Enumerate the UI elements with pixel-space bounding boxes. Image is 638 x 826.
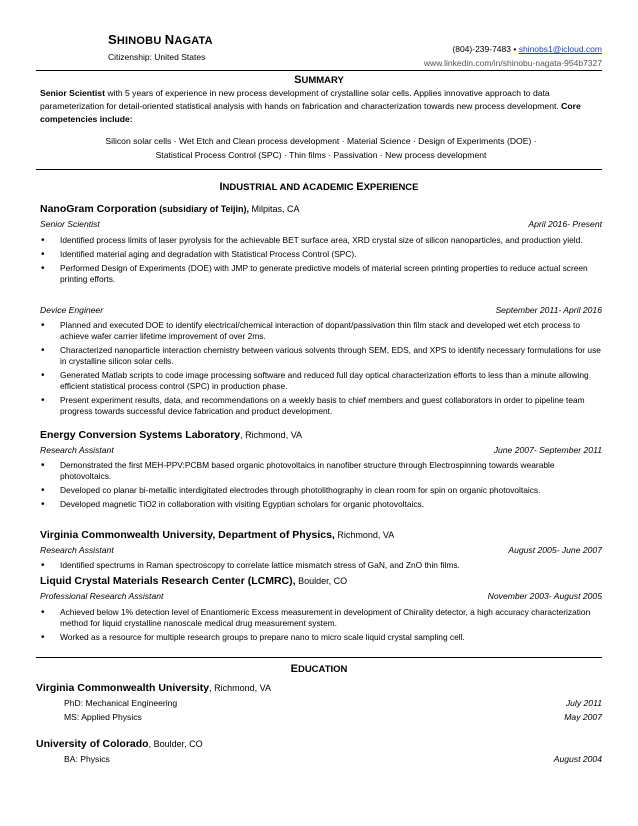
employer: Liquid Crystal Materials Research Center (LCMRC), Boulder, CO xyxy=(40,575,348,587)
divider xyxy=(36,657,602,658)
role-line: Research Assistant June 2007- September 2011 xyxy=(40,445,602,455)
phone: (804)-239-7483 • xyxy=(452,44,517,54)
degree-row: PhD: Mechanical Engineering July 2011 xyxy=(64,698,602,708)
bullet-item: • Identified process limits of laser pyrolysis for the achievable BET surface area, XRD crystal size of silicon nanoparticles, and production yield. xyxy=(40,235,602,246)
employer: NanoGram Corporation (subsidiary of Teijin), Milpitas, CA xyxy=(40,203,300,215)
bullet-list xyxy=(40,560,602,574)
bullet-item: • Identified spectrums in Raman spectroscopy to correlate lattice mismatch stress of GaN, and ZnO thin films. xyxy=(40,560,602,571)
bullet-item: • Generated Matlab scripts to code image processing software and reduced full day optical characterization efforts to less than a minute allowing efficient statistical process control (SPC) in production phase. xyxy=(40,370,602,392)
experience-heading: INDUSTRIAL AND ACADEMIC EXPERIENCE xyxy=(219,181,419,193)
role-line: Senior Scientist April 2016- Present xyxy=(40,219,602,229)
bullet-item: • Developed co planar bi-metallic interdigitated electrodes through photolithography in clean room for spin on organic photovoltaics. xyxy=(40,485,602,496)
bullet-list xyxy=(40,460,602,513)
role-line: Research Assistant August 2005- June 2007 xyxy=(40,545,602,555)
citizenship: Citizenship: United States xyxy=(108,52,206,62)
bullet-item: • Developed magnetic TiO2 in collaboration with visiting Egyptian scholars for organic photovoltaics. xyxy=(40,499,602,510)
bullet-item: • Planned and executed DOE to identify electrical/chemical interaction of dopant/passivation thin film stack and developed wet etch process to achieve wafer carrier lifetime improvement of over 2ms. xyxy=(40,320,602,342)
school: University of Colorado, Boulder, CO xyxy=(36,738,203,750)
bullet-item: • Identified material aging and degradation with Statistical Process Control (SPC). xyxy=(40,249,602,260)
employer: Energy Conversion Systems Laboratory, Richmond, VA xyxy=(40,429,303,441)
school: Virginia Commonwealth University, Richmond, VA xyxy=(36,682,271,694)
bullet-list xyxy=(40,235,602,288)
education-heading: EDUCATION xyxy=(290,663,348,675)
bullet-item: • Performed Design of Experiments (DOE) with JMP to generate predictive models of material screen printing properties to reduce actual screen printing efforts. xyxy=(40,263,602,285)
summary-text: Senior Scientist with 5 years of experience in new process development of crystalline solar cells. Applies innovative approach to data parameterization for detail-oriented statistical analysis with hands on fabrication and characterization towards new process development. Core competencies include: xyxy=(40,88,581,124)
contact-line xyxy=(452,44,602,54)
divider xyxy=(36,70,602,71)
bullet-list xyxy=(40,607,602,646)
role-line: Professional Research Assistant November 2003- August 2005 xyxy=(40,591,602,601)
role-line: Device Engineer September 2011- April 2016 xyxy=(40,305,602,315)
bullet-list xyxy=(40,320,602,420)
bullet-item: • Characterized nanoparticle interaction chemistry between various solvents through SEM, EDS, and XPS to identify necessary formulations for use in crystalline silicon solar cells. xyxy=(40,345,602,367)
email-link[interactable]: shinobs1@icloud.com xyxy=(518,44,602,54)
bullet-item: • Achieved below 1% detection level of Enantiomeric Excess measurement in development of Chirality detector, a high accuracy characterization method for liquid crystalline nanoscale medical drug measurement system. xyxy=(40,607,602,629)
candidate-name: SHINOBU NAGATA xyxy=(108,32,213,47)
divider xyxy=(36,169,602,170)
summary-heading: SUMMARY xyxy=(294,74,344,86)
bullet-item: • Present experiment results, data, and recommendations on a weekly basis to chief members and guest collaborators in order to pipeline team progress towards successful device fabrication and product development. xyxy=(40,395,602,417)
linkedin-url[interactable]: www.linkedin.com/in/shinobu-nagata-954b7327 xyxy=(423,58,602,68)
bullet-item: • Worked as a resource for multiple research groups to prepare nano to micro scale liquid crystal sampling cell. xyxy=(40,632,602,643)
degree-row: BA: Physics August 2004 xyxy=(64,754,602,764)
degree-row: MS: Applied Physics May 2007 xyxy=(64,712,602,722)
competencies: Silicon solar cells · Wet Etch and Clean process development · Material Science · Design of Experiments (DOE) · Statistical Process Control (SPC) · Thin films · Passivation · New process development xyxy=(105,136,537,160)
bullet-item: • Demonstrated the first MEH-PPV:PCBM based organic photovoltaics in nanofiber structure through Electrospinning towards wearable photovoltaics. xyxy=(40,460,602,482)
employer: Virginia Commonwealth University, Department of Physics, Richmond, VA xyxy=(40,529,395,541)
